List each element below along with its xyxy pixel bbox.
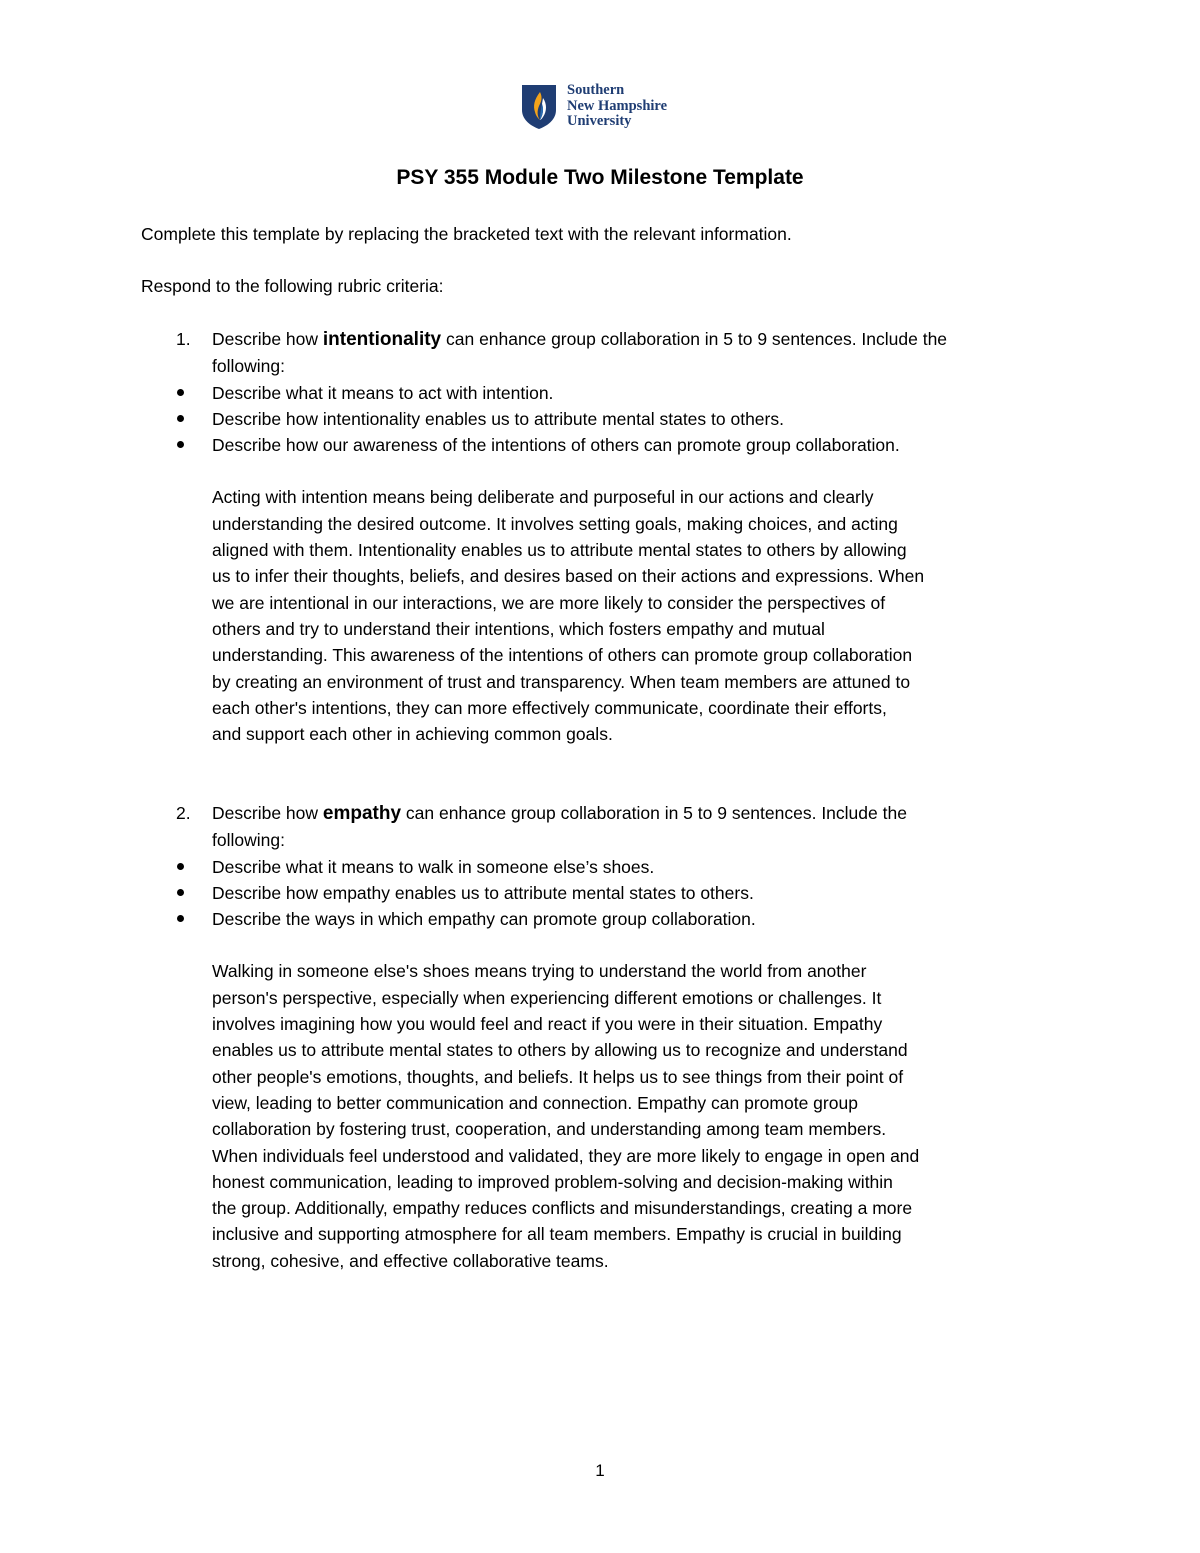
- logo-line-3: University: [567, 113, 632, 129]
- bullet-icon: [177, 441, 184, 448]
- answer-line: Walking in someone else's shoes means trying to understand the world from another: [212, 961, 867, 982]
- bullet-icon: [177, 415, 184, 422]
- list-item: [177, 854, 1026, 880]
- answer-line: involves imagining how you would feel and react if you were in their situation. Empathy: [212, 1014, 883, 1035]
- bullet-icon: [177, 863, 184, 870]
- rubric-item-1: [141, 326, 1061, 747]
- page-number: 1: [595, 1461, 605, 1480]
- bullet-text: Describe the ways in which empathy can promote group collaboration.: [212, 909, 756, 930]
- rubric-item-2: [141, 800, 1061, 1274]
- bullet-text: Describe what it means to walk in someone else’s shoes.: [212, 856, 655, 877]
- university-logo: [521, 84, 667, 130]
- prompt-keyword: empathy: [322, 803, 402, 824]
- prompt-suffix: can enhance group collaboration in 5 to 9 sentences. Include the: [441, 329, 948, 349]
- bullet-text: Describe how our awareness of the intentions of others can promote group collaboration.: [212, 435, 900, 456]
- item-body: [212, 800, 1061, 1274]
- answer-line: aligned with them. Intentionality enables us to attribute mental states to others by allowing: [212, 540, 907, 561]
- item-prompt-line2: following:: [212, 830, 285, 851]
- answer-line: each other's intentions, they can more effectively communicate, coordinate their efforts,: [212, 697, 887, 718]
- logo-line-2: New Hampshire: [567, 97, 668, 114]
- list-item: [177, 880, 1026, 906]
- answer-line: understanding. This awareness of the intentions of others can promote group collaboration: [212, 645, 913, 666]
- shield-flame-icon: [521, 84, 557, 130]
- item-body: [212, 326, 1061, 747]
- bullet-text: Describe how intentionality enables us to attribute mental states to others.: [212, 408, 784, 429]
- answer-line: inclusive and supporting atmosphere for all team members. Empathy is crucial in building: [212, 1224, 902, 1245]
- answer-paragraph: [212, 958, 1032, 1274]
- list-item: [177, 906, 1026, 932]
- logo-wordmark: [567, 83, 667, 130]
- answer-line: we are intentional in our interactions, we are more likely to consider the perspectives of: [212, 592, 886, 613]
- prompt-prefix: Describe how: [212, 329, 323, 349]
- answer-paragraph: [212, 484, 1032, 747]
- answer-line: honest communication, leading to improved problem-solving and decision-making within: [212, 1171, 893, 1192]
- answer-line: and support each other in achieving common goals.: [212, 724, 613, 745]
- answer-line: enables us to attribute mental states to others by allowing us to recognize and understand: [212, 1040, 908, 1061]
- item-prompt: [212, 800, 1061, 827]
- prompt-keyword: intentionality: [322, 329, 442, 350]
- prompt-prefix: Describe how: [212, 803, 323, 823]
- item-bullets: [212, 380, 1061, 459]
- rubric-label: Respond to the following rubric criteria:: [141, 276, 444, 296]
- logo-line-1: Southern: [567, 82, 625, 98]
- answer-line: collaboration by fostering trust, cooperation, and understanding among team members.: [212, 1119, 887, 1140]
- answer-line: understanding the desired outcome. It involves setting goals, making choices, and acting: [212, 513, 898, 534]
- item-number: 2.: [176, 803, 191, 823]
- prompt-suffix: can enhance group collaboration in 5 to 9 sentences. Include the: [401, 803, 907, 823]
- answer-line: by creating an environment of trust and transparency. When team members are attuned to: [212, 671, 911, 692]
- answer-line: others and try to understand their intentions, which fosters empathy and mutual: [212, 618, 825, 639]
- item-number: 1.: [176, 329, 191, 349]
- bullet-icon: [177, 889, 184, 896]
- answer-line: other people's emotions, thoughts, and beliefs. It helps us to see things from their point of: [212, 1066, 904, 1087]
- intro-text: Complete this template by replacing the bracketed text with the relevant information.: [141, 224, 792, 244]
- bullet-text: Describe what it means to act with intention.: [212, 382, 554, 403]
- answer-line: When individuals feel understood and validated, they are more likely to engage in open and: [212, 1145, 920, 1166]
- answer-line: person's perspective, especially when experiencing different emotions or challenges. It: [212, 987, 882, 1008]
- answer-line: Acting with intention means being deliberate and purposeful in our actions and clearly: [212, 487, 874, 508]
- answer-line: us to infer their thoughts, beliefs, and desires based on their actions and expressions. When: [212, 566, 925, 587]
- bullet-icon: [177, 915, 184, 922]
- list-item: [177, 432, 1026, 458]
- item-bullets: [212, 854, 1061, 933]
- answer-line: strong, cohesive, and effective collaborative teams.: [212, 1250, 609, 1271]
- answer-line: the group. Additionally, empathy reduces conflicts and misunderstandings, creating a more: [212, 1198, 913, 1219]
- bullet-icon: [177, 389, 184, 396]
- answer-line: view, leading to better communication and connection. Empathy can promote group: [212, 1092, 858, 1113]
- bullet-text: Describe how empathy enables us to attribute mental states to others.: [212, 882, 754, 903]
- list-item: [177, 380, 1026, 406]
- item-prompt: [212, 326, 1061, 353]
- item-prompt-line2: following:: [212, 356, 285, 377]
- document-title: PSY 355 Module Two Milestone Template: [396, 166, 804, 189]
- list-item: [177, 406, 1026, 432]
